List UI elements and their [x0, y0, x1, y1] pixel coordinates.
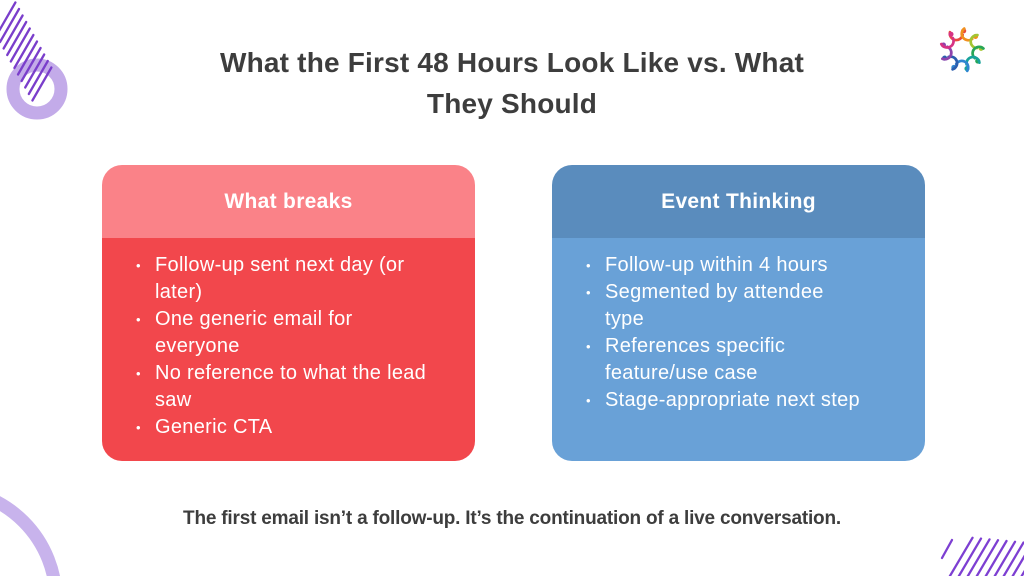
card-what-breaks-body — [102, 238, 475, 461]
card-event-thinking-list — [585, 252, 865, 414]
card-event-thinking — [552, 165, 925, 461]
card-event-thinking-header: Event Thinking — [552, 165, 925, 238]
card-what-breaks — [102, 165, 475, 461]
list-item: • Follow-up sent next day (or later) — [135, 252, 437, 306]
card-event-thinking-body — [552, 238, 925, 461]
card-what-breaks-header: What breaks — [102, 165, 475, 238]
page-title-line1: What the First 48 Hours Look Like vs. What — [219, 47, 805, 78]
footer-tagline: The first email isn’t a follow-up. It’s the continuation of a live conversation. — [183, 508, 841, 529]
comparison-cards — [102, 165, 925, 461]
list-item: • Generic CTA — [135, 414, 437, 441]
page-title-line2: They Should — [426, 88, 598, 119]
page-title — [0, 42, 1024, 124]
list-item: • References specific feature/use case — [585, 333, 865, 387]
list-item: • Follow-up within 4 hours — [585, 252, 865, 279]
diagonal-hatch-icon — [942, 538, 1024, 576]
card-what-breaks-list — [135, 252, 437, 441]
list-item: • Segmented by attendee type — [585, 279, 865, 333]
list-item: • Stage-appropriate next step — [585, 387, 865, 414]
ring-arc-shape — [0, 489, 56, 576]
list-item: • One generic email for everyone — [135, 306, 437, 360]
list-item: • No reference to what the lead saw — [135, 360, 437, 414]
